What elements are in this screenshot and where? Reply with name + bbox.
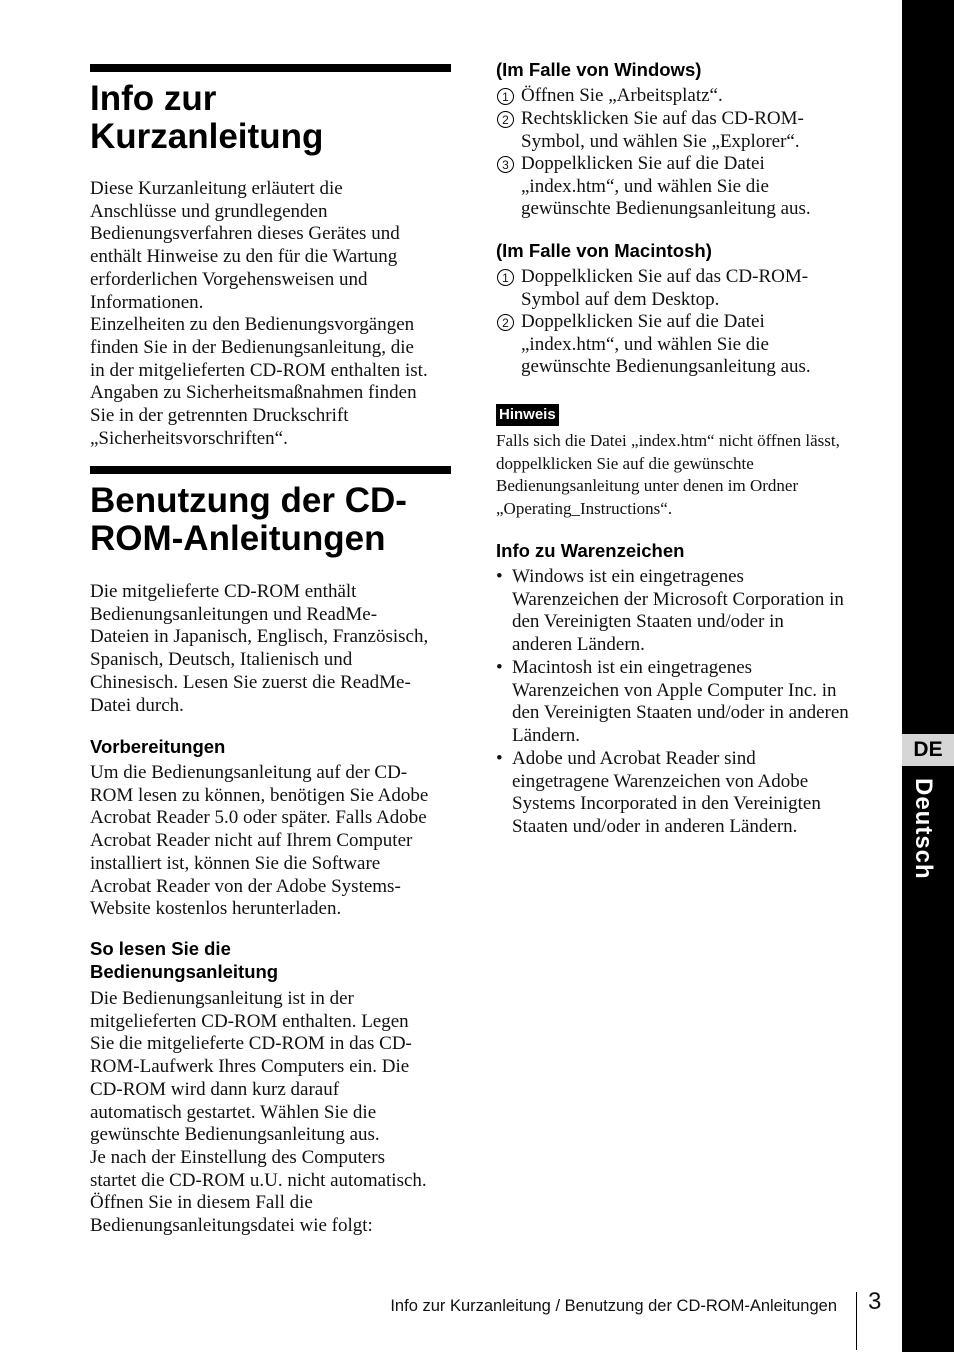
heading-rule bbox=[90, 64, 451, 72]
text-line: Bedienungsanleitungen und ReadMe- bbox=[90, 603, 378, 625]
text-line: Angaben zu Sicherheitsmaßnahmen finden bbox=[90, 382, 417, 404]
text-line: Um die Bedienungsanleitung auf der CD- bbox=[90, 762, 408, 783]
subheading-warenzeichen: Info zu Warenzeichen bbox=[496, 540, 685, 561]
tm-bullet-windows bbox=[496, 566, 848, 657]
subheading-so-lesen: So lesen Sie die Bedienungsanleitung bbox=[90, 938, 279, 982]
language-name-vertical: Deutsch bbox=[910, 778, 937, 880]
cdrom-paragraph bbox=[90, 581, 455, 717]
text-line: Sie die mitgelieferte CD-ROM in das CD- bbox=[90, 1033, 412, 1055]
text-line: Dateien in Japanisch, Englisch, Französisch, bbox=[90, 626, 429, 648]
running-footer-title: Info zur Kurzanleitung / Benutzung der CD-ROM-Anleitungen bbox=[390, 1297, 837, 1315]
text-line: Anschlüsse und grundlegenden bbox=[90, 200, 328, 222]
heading-cdrom-text: Benutzung der CD-ROM-Anleitungen bbox=[90, 481, 407, 558]
text-line: CD-ROM wird dann kurz darauf bbox=[90, 1078, 340, 1100]
win-step-text: Doppelklicken Sie auf die Datei „index.htm“, und wählen Sie die gewünschte Bedienungsanleitung aus. bbox=[521, 153, 811, 220]
text-line: gewünschte Bedienungsanleitung aus. bbox=[90, 1124, 380, 1146]
win-step-3 bbox=[496, 153, 841, 221]
text-line: Acrobat Reader nicht auf Ihrem Computer bbox=[90, 830, 413, 852]
mac-step-2 bbox=[496, 311, 841, 379]
text-line: Acrobat Reader 5.0 oder später. Falls Adobe bbox=[90, 807, 427, 829]
page-number: 3 bbox=[868, 1288, 882, 1315]
bullet-dot-icon: • bbox=[496, 657, 503, 678]
win-step-1 bbox=[496, 85, 841, 108]
text-line: enthält Hinweise zu den für die Wartung bbox=[90, 246, 398, 268]
bullet-dot-icon: • bbox=[496, 566, 503, 587]
subheading-macintosh: (Im Falle von Macintosh) bbox=[496, 240, 712, 261]
text-line: Bedienungsverfahren dieses Gerätes und bbox=[90, 223, 400, 245]
text-line: Acrobat Reader von der Adobe Systems- bbox=[90, 875, 401, 897]
text-line: Datei durch. bbox=[90, 694, 184, 716]
text-line: Bedienungsanleitungsdatei wie folgt: bbox=[90, 1215, 373, 1237]
circled-number-2-icon: 2 bbox=[497, 314, 514, 331]
read-paragraph bbox=[90, 988, 455, 1238]
text-line: Informationen. bbox=[90, 291, 204, 313]
text-line: mitgelieferten CD-ROM enthalten. Legen bbox=[90, 1010, 409, 1032]
subheading-vorbereitungen: Vorbereitungen bbox=[90, 736, 226, 757]
text-line: Die mitgelieferte CD-ROM enthält bbox=[90, 581, 357, 602]
heading-rule bbox=[90, 466, 451, 474]
text-line: in der mitgelieferten CD-ROM enthalten ist. bbox=[90, 359, 428, 381]
tm-bullet-text: Adobe und Acrobat Reader sind eingetragene Warenzeichen von Adobe Systems Incorporated in den Vereinigten Staaten und/oder in anderen Ländern. bbox=[512, 748, 821, 838]
text-line: „Sicherheitsvorschriften“. bbox=[90, 427, 288, 449]
heading-info-text: Info zur Kurzanleitung bbox=[90, 79, 324, 156]
mac-step-text: Doppelklicken Sie auf das CD-ROM-Symbol auf dem Desktop. bbox=[521, 266, 809, 310]
circled-number-1-icon: 1 bbox=[497, 88, 514, 105]
text-line: installiert ist, können Sie die Software bbox=[90, 852, 381, 874]
mac-step-1 bbox=[496, 266, 831, 311]
win-step-2 bbox=[496, 108, 826, 153]
win-step-text: Öffnen Sie „Arbeitsplatz“. bbox=[521, 85, 723, 106]
language-code-tab: DE bbox=[902, 734, 954, 766]
circled-number-3-icon: 3 bbox=[497, 156, 514, 173]
tm-bullet-text: Windows ist ein eingetragenes Warenzeichen der Microsoft Corporation in den Vereinigten Staaten und/oder in anderen Ländern. bbox=[512, 566, 844, 656]
hinweis-text: Falls sich die Datei „index.htm“ nicht öffnen lässt, doppelklicken Sie auf die gewünschte Bedienungsanleitung unter denen im Ordner „Operating_Instructions“. bbox=[496, 431, 840, 519]
section-heading-cdrom bbox=[90, 466, 451, 558]
text-line: Je nach der Einstellung des Computers bbox=[90, 1146, 385, 1168]
hinweis-badge: Hinweis bbox=[496, 404, 559, 426]
tm-bullet-text: Macintosh ist ein eingetragenes Warenzeichen von Apple Computer Inc. in den Vereinigten Staaten und/oder in anderen Ländern. bbox=[512, 657, 849, 747]
subheading-windows: (Im Falle von Windows) bbox=[496, 59, 702, 80]
text-line: Chinesisch. Lesen Sie zuerst die ReadMe- bbox=[90, 671, 411, 693]
text-line: automatisch gestartet. Wählen Sie die bbox=[90, 1101, 377, 1123]
text-line: Die Bedienungsanleitung ist in der bbox=[90, 988, 354, 1009]
text-line: Öffnen Sie in diesem Fall die bbox=[90, 1192, 313, 1214]
text-line: finden Sie in der Bedienungsanleitung, die bbox=[90, 336, 414, 358]
text-line: startet die CD-ROM u.U. nicht automatisch. bbox=[90, 1169, 427, 1191]
language-sidebar bbox=[902, 0, 954, 1352]
text-line: Einzelheiten zu den Bedienungsvorgängen bbox=[90, 314, 415, 336]
text-line: Diese Kurzanleitung erläutert die bbox=[90, 178, 343, 199]
text-line: erforderlichen Vorgehensweisen und bbox=[90, 268, 368, 290]
tm-bullet-macintosh bbox=[496, 657, 858, 748]
intro-paragraph bbox=[90, 178, 455, 450]
circled-number-1-icon: 1 bbox=[497, 269, 514, 286]
circled-number-2-icon: 2 bbox=[497, 111, 514, 128]
text-line: Sie in der getrennten Druckschrift bbox=[90, 405, 349, 427]
prep-paragraph bbox=[90, 762, 455, 921]
tm-bullet-adobe bbox=[496, 748, 848, 839]
text-line: ROM-Laufwerk Ihres Computers ein. Die bbox=[90, 1056, 410, 1078]
text-line: ROM lesen zu können, benötigen Sie Adobe bbox=[90, 784, 429, 806]
text-line: Website kostenlos herunterladen. bbox=[90, 898, 342, 920]
mac-step-text: Doppelklicken Sie auf die Datei „index.htm“, und wählen Sie die gewünschte Bedienungsanleitung aus. bbox=[521, 311, 811, 378]
win-step-text: Rechtsklicken Sie auf das CD-ROM-Symbol, und wählen Sie „Explorer“. bbox=[521, 108, 804, 152]
footer-divider bbox=[856, 1292, 857, 1350]
section-heading-info bbox=[90, 64, 451, 156]
bullet-dot-icon: • bbox=[496, 748, 503, 769]
text-line: Spanisch, Deutsch, Italienisch und bbox=[90, 649, 353, 671]
